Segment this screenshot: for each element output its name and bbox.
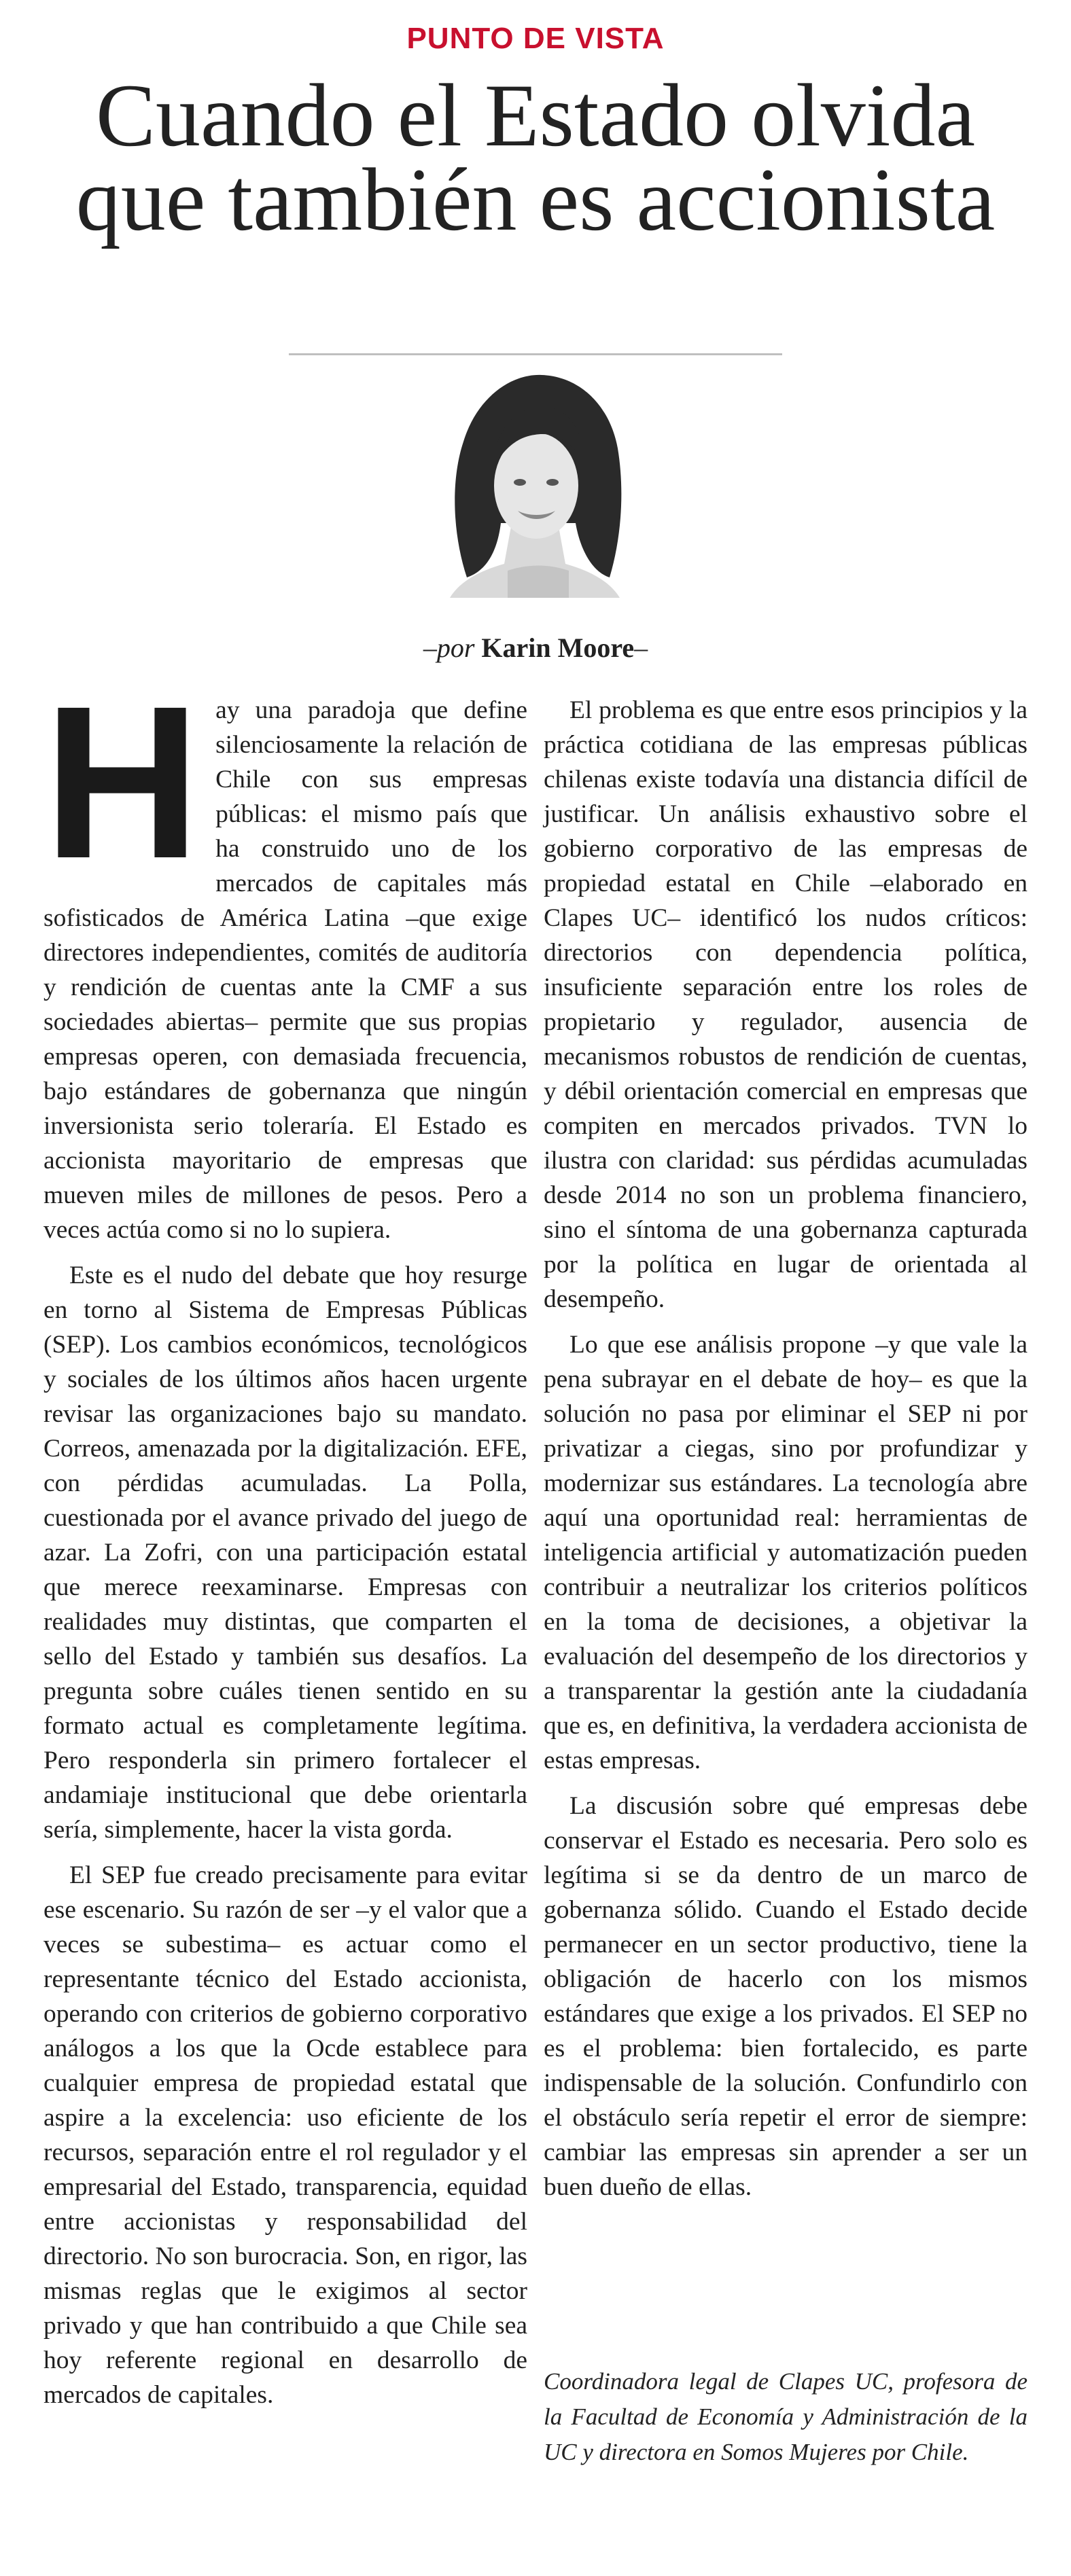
- author-signature: Coordinadora legal de Clapes UC, profesora de la Facultad de Economía y Administración de la UC y directora en Somos Mujeres por Chile.: [544, 2368, 1028, 2465]
- paragraph-1: [43, 660, 527, 1247]
- paragraph-2: Este es el nudo del debate que hoy resurge en torno al Sistema de Empresas Públicas (SEP). Los cambios económicos, tecnológicos y sociales de los últimos años hacen urgente revisar las organizaciones bajo su mandato. Correos, amenazada por la digitalización. EFE, con pérdidas acumuladas. La Polla, cuestionada por el avance privado del juego de azar. La Zofri, con una participación estatal que merece reexaminarse. Empresas con realidades muy distintas, que comparten el sello del Estado y también sus desafíos. La pregunta sobre cuáles tienen sentido en su formato actual es completamente legítima. Pero responderla sin primero fortalecer el andamiaje institucional que debe orientarla sería, simplemente, hacer la vista gorda.: [43, 1262, 527, 1844]
- headline-line-2: que también es accionista: [75, 149, 996, 249]
- paragraph-3: El SEP fue creado precisamente para evitar ese escenario. Su razón de ser –y el valor que a veces se subestima– es actuar como el representante técnico del Estado accionista, operando con criterios de gobierno corporativo análogos a los que la Ocde establece para cualquier empresa de propiedad estatal que aspire a la excelencia: uso eficiente de los recursos, separación entre el rol regulador y el empresarial del Estado, transparencia, equidad entre accionistas y responsabilidad del directorio. No son burocracia. Son, en rigor, las mismas reglas que le exigimos al sector privado y que han contribuido a que Chile sea hoy referente regional en desarrollo de mercados de capitales.: [43, 1861, 527, 2409]
- byline-suffix: –: [634, 632, 648, 663]
- paragraph-5: Lo que ese análisis propone –y que vale la pena subrayar en el debate de hoy– es que la solución no pasa por eliminar el SEP ni por privatizar a ciegas, sino por profundizar y modernizar sus estándares. La tecnología abre aquí una oportunidad real: herramientas de inteligencia artificial y automatización pueden contribuir a neutralizar los criterios políticos en la toma de decisiones, a objetivar la evaluación del desempeño de los directorios y a transparentar la gestión ante la ciudadanía que es, en definitiva, la verdadera accionista de estas empresas.: [544, 1331, 1028, 1774]
- section-label: PUNTO DE VISTA: [406, 22, 665, 55]
- headline-line-1: Cuando el Estado olvida: [95, 65, 976, 165]
- byline-prefix: –por: [423, 632, 482, 663]
- divider: [289, 353, 782, 355]
- paragraph-6: La discusión sobre qué empresas debe conservar el Estado es necesaria. Pero solo es legítima si se da dentro de un marco de gobernanza sólido. Cuando el Estado decide permanecer en un sector productivo, tiene la obligación de hacerlo con los mismos estándares que exige a los privados. El SEP no es el problema: bien fortalecido, es parte indispensable de la solución. Confundirlo con el obstáculo sería repetir el error de siempre: cambiar las empresas sin aprender a ser un buen dueño de ellas.: [544, 1792, 1028, 2201]
- paragraph-1-text: ay una paradoja que define silenciosamente la relación de Chile con sus empresas públicas: el mismo país que ha construido uno de los mercados de capitales más sofisticados de América Latina –que exige directores independientes, comités de auditoría y rendición de cuentas ante la CMF a sus sociedades abiertas– permite que sus propias empresas operen, con demasiada frecuencia, bajo estándares de gobernanza que ningún inversionista serio toleraría. El Estado es accionista mayoritario de empresas que mueven miles de millones de pesos. Pero a veces actúa como si no lo supiera.: [43, 696, 527, 1244]
- byline: [0, 632, 1071, 664]
- author-portrait: [440, 367, 631, 598]
- author-name: Karin Moore: [481, 632, 635, 663]
- paragraph-4: El problema es que entre esos principios y la práctica cotidiana de las empresas públicas chilenas existe todavía una distancia difícil de justificar. Un análisis exhaustivo sobre el gobierno corporativo de las empresas de propiedad estatal en Chile –elaborado en Clapes UC– identificó los nudos críticos: directorios con dependencia política, insuficiente separación entre los roles de propietario y regulador, ausencia de mecanismos robustos de rendición de cuentas, y débil orientación comercial en empresas que compiten en mercados privados. TVN lo ilustra con claridad: sus pérdidas acumuladas desde 2014 no son un problema financiero, sino el síntoma de una gobernanza capturada por la política en lugar de orientada al desempeño.: [544, 696, 1028, 1313]
- dropcap: H: [43, 660, 201, 904]
- body-column-left: [43, 660, 527, 2423]
- body-column-right: [544, 693, 1028, 2215]
- headline: [0, 65, 1071, 249]
